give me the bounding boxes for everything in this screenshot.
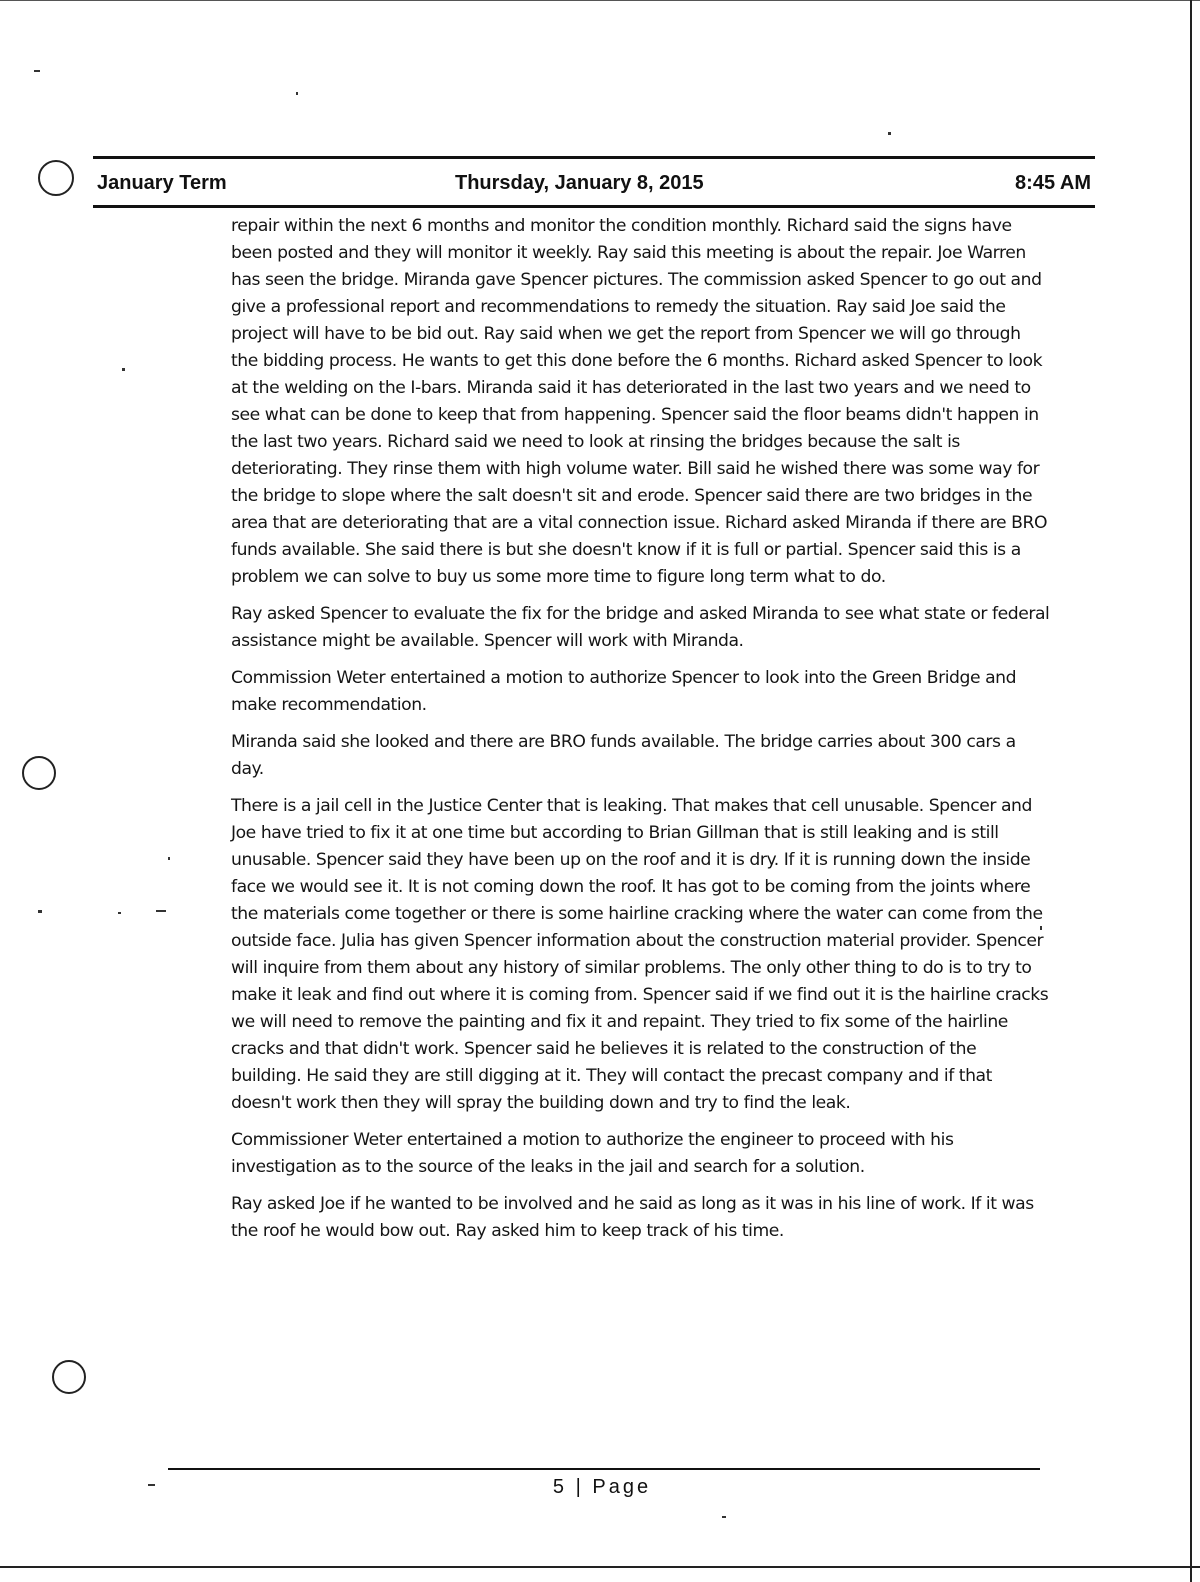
page-edge-top — [0, 0, 1200, 1]
paragraph-bro-funds: Miranda said she looked and there are BRO funds available. The bridge carries about 300 cars a day. — [231, 732, 1016, 779]
scan-speck — [888, 132, 891, 135]
punch-hole-middle — [22, 756, 56, 790]
header-date: Thursday, January 8, 2015 — [455, 172, 704, 194]
paragraph-bridge-repair: repair within the next 6 months and monitor the condition monthly. Richard said the signs have been posted and they will monitor it weekly. Ray said this meeting is about the repair. Joe Warren has seen the bridge. Miranda gave Spencer pictures. The commission asked Spencer to go out and give a professional report and recommendations to remedy the situation. Ray said Joe said the project will have to be bid out. Ray said when we get the report from Spencer we will go through the bidding process. He wants to get this done before the 6 months. Richard asked Spencer to look at the welding on the I-bars. Miranda said it has deteriorated in the last two years and we need to see what can be done to keep that from happening. Spencer said the floor beams didn't happen in the last two years. Richard said we need to look at rinsing the bridges because the salt is deteriorating. They rinse them with high volume water. Bill said he wished there was some way for the bridge to slope where the salt doesn't sit and erode. Spencer said there are two bridges in the area that are deteriorating that are a vital connection issue. Richard asked Miranda if there are BRO funds available. She said there is but she doesn't know if it is full or partial. Spencer said this is a problem we can solve to buy us some more time to figure long term what to do. — [231, 216, 1048, 587]
scan-speck — [122, 368, 125, 371]
scan-speck — [296, 92, 298, 95]
paragraph-evaluate-fix: Ray asked Spencer to evaluate the fix for the bridge and asked Miranda to see what state or federal assistance might be available. Spencer will work with Miranda. — [231, 604, 1050, 651]
page-edge-right — [1190, 0, 1192, 1582]
header-rule-bottom — [93, 205, 1095, 208]
paragraph-joe-involvement: Ray asked Joe if he wanted to be involved and he said as long as it was in his line of work. If it was the roof he would bow out. Ray asked him to keep track of his time. — [231, 1194, 1034, 1241]
paragraph-jail-leak: There is a jail cell in the Justice Center that is leaking. That makes that cell unusable. Spencer and Joe have tried to fix it at one time but according to Brian Gillman that is still leaking and is still unusable. Spencer said they have been up on the roof and it is dry. If it is running down the inside face we would see it. It is not coming down the roof. It has got to be coming from the joints where the materials come together or there is some hairline cracking where the water can come from the outside face. Julia has given Spencer information about the construction material provider. Spencer will inquire from them about any history of similar problems. The only other thing to do is to try to make it leak and find out where it is coming from. Spencer said if we find out it is the hairline cracks we will need to remove the painting and fix it and repaint. They tried to fix some of the hairline cracks and that didn't work. Spencer said he believes it is related to the construction of the building. He said they are still digging at it. They will contact the precast company and if that doesn't work then they will spray the building down and try to find the leak. — [231, 796, 1049, 1113]
punch-hole-top — [38, 160, 74, 196]
footer-rule — [168, 1468, 1040, 1470]
paragraph-motion-engineer: Commissioner Weter entertained a motion to authorize the engineer to proceed with his investigation as to the source of the leaks in the jail and search for a solution. — [231, 1130, 954, 1177]
page-edge-bottom — [0, 1566, 1200, 1568]
paragraph-motion-green-bridge: Commission Weter entertained a motion to authorize Spencer to look into the Green Bridge and make recommendation. — [231, 668, 1017, 715]
scan-speck — [722, 1516, 726, 1518]
header-term: January Term — [97, 172, 227, 194]
scan-speck — [34, 70, 40, 72]
page-number: 5 | Page — [552, 1476, 652, 1498]
scan-speck — [118, 912, 121, 914]
page-footer — [0, 1476, 1200, 1499]
header-time: 8:45 AM — [1015, 172, 1091, 194]
minutes-body — [231, 213, 1051, 1255]
punch-hole-bottom — [52, 1360, 86, 1394]
page-header — [93, 156, 1095, 210]
scan-speck — [168, 857, 170, 860]
scan-speck — [38, 910, 42, 913]
scan-speck — [156, 910, 166, 912]
header-rule-top — [93, 156, 1095, 159]
